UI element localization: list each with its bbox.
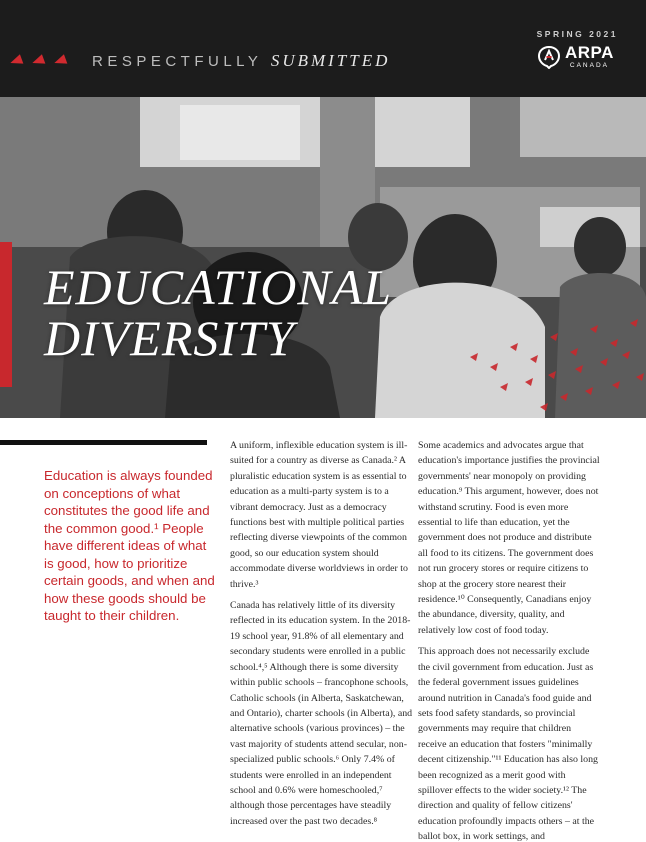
article-title: [44, 259, 393, 366]
accent-bar: [0, 242, 12, 387]
series-title-suffix: SUBMITTED: [270, 51, 391, 70]
paragraph: This approach does not necessarily exclude the civil government from education. Just as the federal government issues guidelines around nutrition in Canada's food guide and sets food safety standards, so provincial governments may require that children receive an education that fosters "minimally decent citizenship."¹¹ Education has also long been recognized as a merit good with spillover effects to the wider society.¹² The direction and quality of fellow citizens' education profoundly impacts others – at the ballot box, in work settings, and: [418, 646, 598, 842]
pull-quote: Education is always founded on conceptions of what constitutes the good life and the common good.¹ People have different ideas of what is good, how to prioritize certain goods, and when and how these goods should be taught to their children.: [44, 468, 215, 623]
paragraph: A uniform, inflexible education system is ill-suited for a country as diverse as Canada.² A pluralistic education system is as essential to education as a multi-party system is to a vibrant democracy. Just as a democracy functions best with multiple political parties reflecting diverse viewpoints of the common good, so our education system should accommodate diverse worldviews in order to thrive.³: [230, 440, 408, 590]
arrow-icon: [31, 54, 46, 68]
logo-sub: CANADA: [569, 62, 609, 69]
classroom-photo: [0, 97, 646, 418]
body-column-1: [230, 438, 413, 835]
arpa-logo-icon: [537, 45, 561, 69]
hero-photo: [0, 97, 646, 418]
paragraph: Canada has relatively little of its diversity reflected in its education system. In the 2018-19 school year, 91.8% of all elementary and secondary students were enrolled in a public school.⁴,⁵ Although there is some diversity within public schools – francophone schools, Catholic schools (in Alberta, Saskatchewan, and Ontario), charter schools (in Alberta), and alternative schools (various provinces) – the vast majority of students attend secular, non-specialized public schools.⁶ Only 7.4% of students were enrolled in an independent school and 0.6% were homeschooled,⁷ although those percentages have steadily increased over the past two decades.⁸: [230, 600, 413, 827]
article-title-line1: EDUCATIONAL: [44, 259, 393, 315]
issue-date: SPRING 2021: [536, 29, 618, 39]
body-column-2: [418, 438, 601, 842]
arpa-logo[interactable]: [537, 44, 614, 70]
series-title-prefix: RESPECTFULLY: [92, 53, 263, 70]
paragraph: Some academics and advocates argue that education's importance justifies the provincial governments' near monopoly on providing education.⁹ This argument, however, does not withstand scrutiny. Food is even more essential to life than education, yet the government does not produce and distribute all food to its citizens. The government does not run grocery stores or require citizens to shop at the grocery store nearest their residence.¹⁰ Consequently, Canadians enjoy the abundance, diversity, quality, and relatively low cost of food today.: [418, 440, 600, 636]
decorative-arrows: [10, 56, 66, 66]
header-banner: [0, 0, 646, 97]
arrow-icon: [53, 54, 68, 68]
logo-name: ARPA: [565, 43, 614, 62]
section-divider: [0, 440, 207, 445]
series-title: [92, 51, 390, 71]
arrow-icon: [9, 54, 24, 68]
article-title-line2: DIVERSITY: [44, 310, 295, 366]
